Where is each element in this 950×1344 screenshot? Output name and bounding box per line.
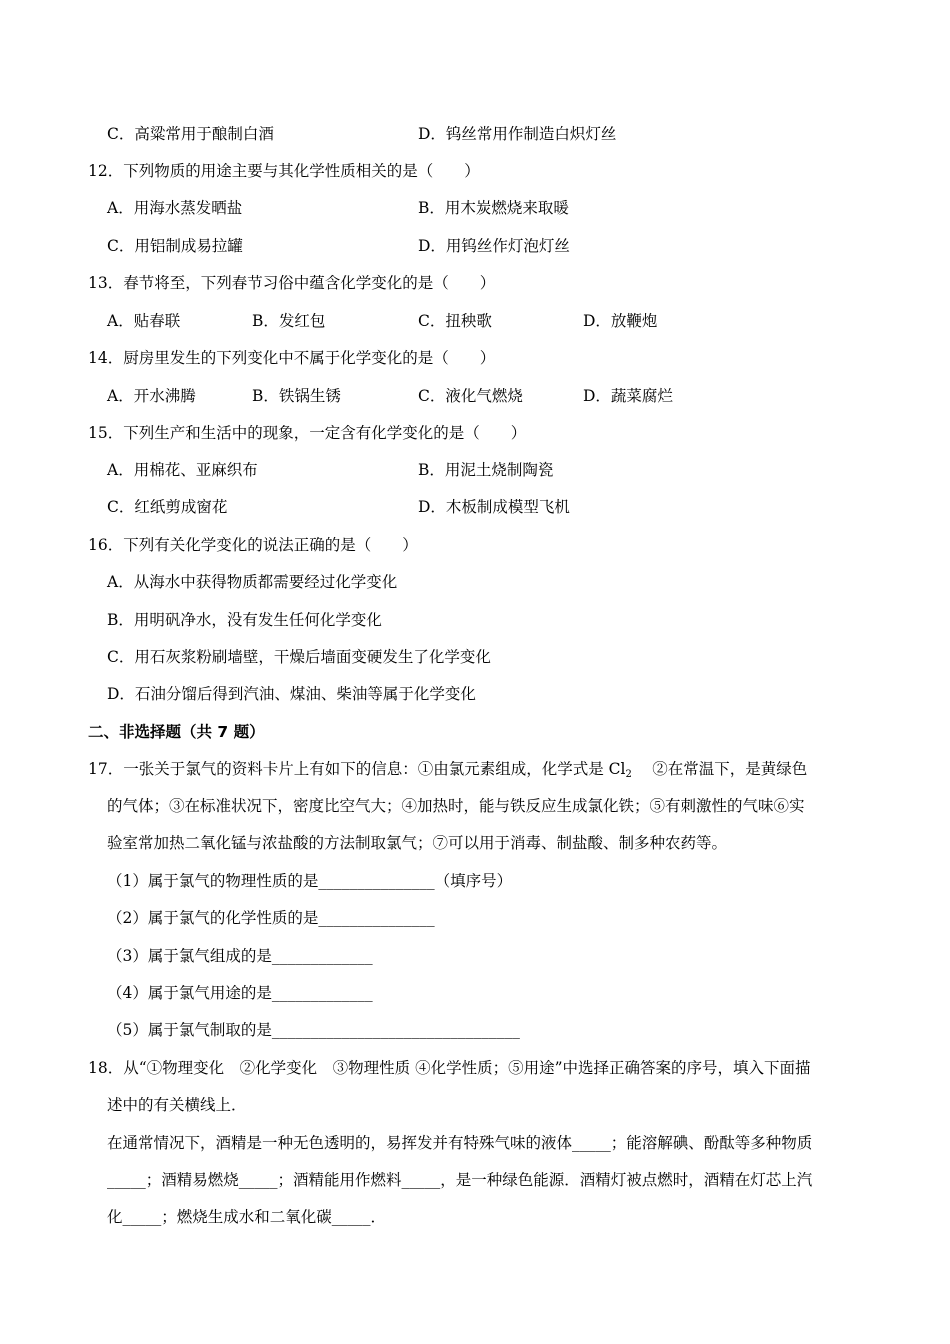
q14-stem: 14．厨房里发生的下列变化中不属于化学变化的是（ ） [88, 349, 496, 367]
q14-option-b: B．铁锅生锈 [252, 387, 341, 405]
q17-line-1-tail: ②在常温下，是黄绿色 [631, 760, 808, 778]
q18-line-1: 18．从“①物理变化 ②化学变化 ③物理性质 ④化学性质；⑤用途”中选择正确答案的序号，填入下面描 [88, 1059, 811, 1077]
q13-option-a: A．贴春联 [107, 312, 181, 330]
q13-option-d: D．放鞭炮 [583, 312, 658, 330]
q15-stem: 15．下列生产和生活中的现象，一定含有化学变化的是（ ） [88, 424, 527, 442]
q17-sub-2: （2）属于氯气的化学性质的是_______________ [107, 909, 435, 927]
q15-option-b: B．用泥土烧制陶瓷 [418, 461, 554, 479]
q15-option-a: A．用棉花、亚麻织布 [107, 461, 258, 479]
q11-option-d: D．钨丝常用作制造白炽灯丝 [418, 125, 617, 143]
q16-option-b: B．用明矾净水，没有发生任何化学变化 [107, 611, 382, 629]
q11-option-c: C．高粱常用于酿制白酒 [107, 125, 274, 143]
q12-option-c: C．用铝制成易拉罐 [107, 237, 243, 255]
q16-option-a: A．从海水中获得物质都需要经过化学变化 [107, 573, 398, 591]
q15-option-d: D．木板制成模型飞机 [418, 498, 570, 516]
q17-sub-4: （4）属于氯气用途的是_____________ [107, 984, 373, 1002]
q18-line-2: 述中的有关横线上． [107, 1096, 247, 1114]
q16-option-c: C．用石灰浆粉刷墙壁，干燥后墙面变硬发生了化学变化 [107, 648, 491, 666]
q17-sub-5: （5）属于氯气制取的是________________________________ [107, 1021, 520, 1039]
section-title: 二、非选择题（共 7 题） [88, 723, 265, 741]
q17-line-1-text: 17．一张关于氯气的资料卡片上有如下的信息：①由氯元素组成，化学式是 Cl [88, 760, 626, 778]
q17-line-3: 验室常加热二氧化锰与浓盐酸的方法制取氯气；⑦可以用于消毒、制盐酸、制多种农药等。 [107, 834, 728, 852]
q18-line-5: 化_____；燃烧生成水和二氧化碳_____． [107, 1208, 387, 1226]
q17-line-1 [88, 759, 807, 779]
q14-option-d: D．蔬菜腐烂 [583, 387, 673, 405]
q18-line-3: 在通常情况下，酒精是一种无色透明的，易挥发并有特殊气味的液体_____；能溶解碘、酚酞等多种物质 [107, 1134, 813, 1152]
q12-option-b: B．用木炭燃烧来取暖 [418, 199, 569, 217]
q16-stem: 16．下列有关化学变化的说法正确的是（ ） [88, 536, 418, 554]
q17-sub-3: （3）属于氯气组成的是_____________ [107, 947, 373, 965]
q13-stem: 13．春节将至，下列春节习俗中蕴含化学变化的是（ ） [88, 274, 496, 292]
q15-option-c: C．红纸剪成窗花 [107, 498, 228, 516]
q14-option-a: A．开水沸腾 [107, 387, 196, 405]
q13-option-b: B．发红包 [252, 312, 326, 330]
q12-stem: 12．下列物质的用途主要与其化学性质相关的是（ ） [88, 162, 480, 180]
q17-line-2: 的气体；③在标准状况下，密度比空气大；④加热时，能与铁反应生成氯化铁；⑤有刺激性的气味⑥实 [107, 797, 805, 815]
q12-option-d: D．用钨丝作灯泡灯丝 [418, 237, 570, 255]
q17-sub-1: （1）属于氯气的物理性质的是_______________（填序号） [107, 872, 513, 890]
q13-option-c: C．扭秧歌 [418, 312, 492, 330]
q14-option-c: C．液化气燃烧 [418, 387, 523, 405]
q18-line-4: _____；酒精易燃烧_____；酒精能用作燃料_____，是一种绿色能源．酒精灯被点燃时，酒精在灯芯上汽 [107, 1171, 813, 1189]
q16-option-d: D．石油分馏后得到汽油、煤油、柴油等属于化学变化 [107, 685, 476, 703]
q17-formula-subscript: 2 [625, 769, 632, 780]
q12-option-a: A．用海水蒸发晒盐 [107, 199, 243, 217]
